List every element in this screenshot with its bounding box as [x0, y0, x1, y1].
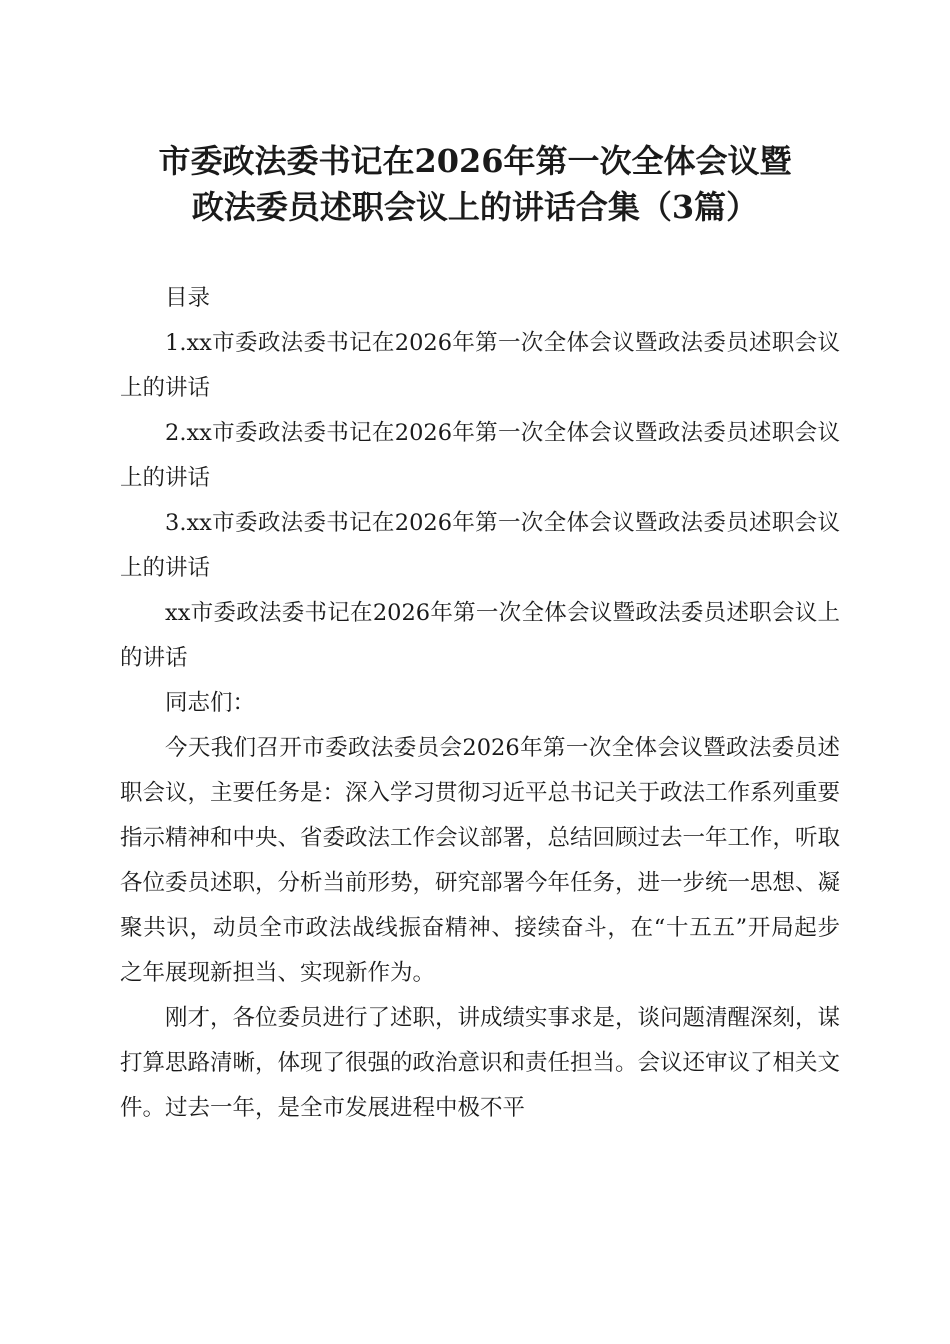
- salutation: 同志们：: [165, 690, 256, 716]
- title-line-2: 政法委员述职会议上的讲话合集（3篇）: [191, 188, 759, 226]
- toc-item-2: 2.xx市委政法委书记在2026年第一次全体会议暨政法委员述职会议上的讲话: [120, 420, 840, 491]
- title-line-1: 市委政法委书记在2026年第一次全体会议暨: [158, 142, 792, 180]
- paragraph-2: 刚才，各位委员进行了述职，讲成绩实事求是，谈问题清醒深刻，谋打算思路清晰，体现了很强的政治意识和责任担当。会议还审议了相关文件。过去一年，是全市发展进程中极不平: [120, 1005, 841, 1121]
- paragraph-1: 今天我们召开市委政法委员会2026年第一次全体会议暨政法委员述职会议，主要任务是：深入学习贯彻习近平总书记关于政法工作系列重要指示精神和中央、省委政法工作会议部署，总结回顾过去一年工作，听取各位委员述职，分析当前形势，研究部署今年任务，进一步统一思想、凝聚共识，动员全市政法战线振奋精神、接续奋斗，在“十五五”开局起步之年展现新担当、实现新作为。: [120, 735, 841, 986]
- toc-item-3: 3.xx市委政法委书记在2026年第一次全体会议暨政法委员述职会议上的讲话: [120, 510, 840, 581]
- speech-title: xx市委政法委书记在2026年第一次全体会议暨政法委员述职会议上的讲话: [120, 600, 840, 671]
- toc-item-1: 1.xx市委政法委书记在2026年第一次全体会议暨政法委员述职会议上的讲话: [120, 330, 840, 401]
- document-body: [120, 276, 840, 1131]
- toc-heading: 目录: [165, 285, 211, 311]
- document-title: [100, 138, 850, 230]
